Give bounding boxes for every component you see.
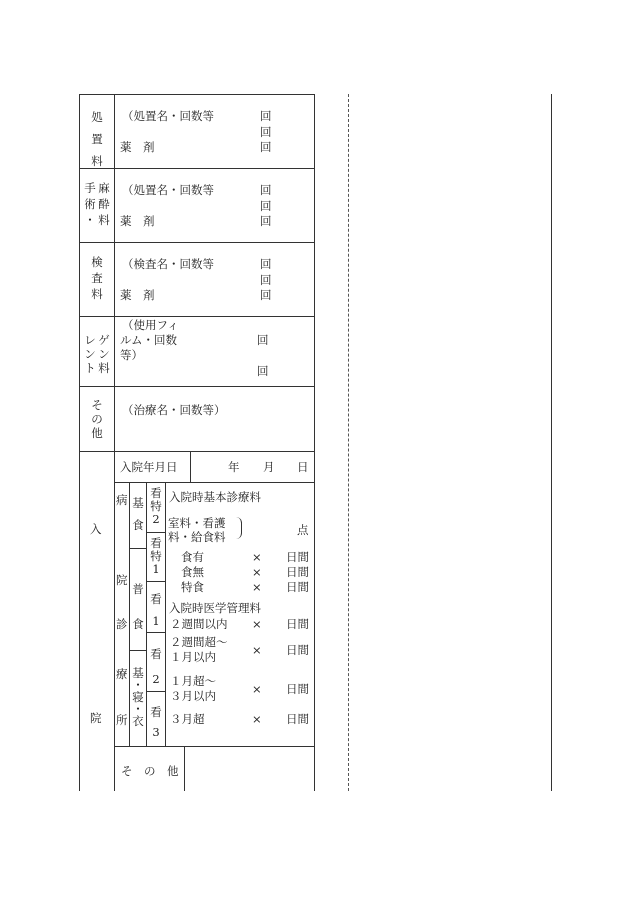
table-right-border [314,94,315,791]
meal-line-1 [129,548,146,549]
meal-row-3-x: × [252,580,262,594]
kensa-kai-1: 回 [260,257,272,271]
xray-line-1: （使用フィ [122,318,179,332]
nyuin-label-top: 入 [90,522,102,536]
meal-row-2-label: 食無 [181,565,204,579]
xray-label-col2: ゲ ン 料 [98,333,110,375]
ward-label-in: 院 [116,573,128,587]
sonota-label: そ の 他 [91,398,103,440]
nurse-kan1: 看 1 [150,592,162,628]
xray-line-2: ルム・回数 [120,333,178,347]
admit-day: 日 [297,460,309,474]
basic-fee-title: 入院時基本診療料 [169,490,261,504]
meal-col-divider [146,482,147,746]
nurse-line-1 [146,532,165,533]
meal-row-1-x: × [252,550,262,564]
meal-kihon: 基 食 [132,496,144,532]
mgmt-row-3-unit: 日間 [286,682,309,696]
meal-row-1-unit: 日間 [286,550,309,564]
admit-date-divider [190,451,191,482]
meal-row-1-label: 食有 [181,550,204,564]
shochi-drug: 薬 剤 [120,140,155,154]
room-line-1: 室料・看護 [168,516,226,530]
admit-year: 年 [228,460,240,474]
mgmt-row-1-x: × [252,617,262,631]
mgmt-row-4-x: × [252,712,262,726]
shujutsu-kai-1: 回 [260,183,272,197]
right-page-border [551,94,552,791]
row-line-4 [79,386,314,387]
ward-label-sho: 所 [116,713,128,727]
shujutsu-name-line: （処置名・回数等 [122,183,214,197]
shochi-name-line: （処置名・回数等 [122,109,214,123]
shujutsu-drug: 薬 剤 [120,214,155,228]
row-line-3 [79,316,314,317]
mgmt-row-3-label: １月超～ [170,674,216,688]
nyuin-other-label: そ の 他 [121,764,179,778]
admit-date-bottom-line [114,482,314,483]
room-line-2: 料・給食料 [168,530,226,544]
room-brace [236,517,242,539]
mgmt-row-2-unit: 日間 [286,643,309,657]
table-left-border [79,94,80,791]
ward-label-shin: 診 [116,617,128,631]
xray-line-3: 等） [120,348,143,362]
shochi-label: 処 置 料 [91,110,103,168]
nurse-col-divider [165,482,166,746]
mgmt-fee-title: 入院時医学管理料 [169,601,261,615]
meal-row-2-x: × [252,565,262,579]
mgmt-row-1-label: ２週間以内 [170,617,228,631]
dashed-separator [348,94,349,791]
kensa-kai-3: 回 [260,288,272,302]
ward-col-divider [129,482,130,746]
nurse-toku1: 看 特 1 [150,536,162,576]
sonota-name-line: （治療名・回数等） [122,403,226,417]
nurse-toku2: 看 特 2 [150,486,162,526]
xray-kai-1: 回 [257,333,269,347]
row-line-top [79,94,314,95]
mgmt-row-3-x: × [252,682,262,696]
mgmt-row-2-label: ２週間超～ [170,635,228,649]
xray-kai-2: 回 [257,364,269,378]
shochi-kai-2: 回 [260,125,272,139]
shujutsu-label-col2: 麻 酔 料 [98,181,110,227]
ward-label-byo: 病 [116,493,128,507]
nyuin-grid-bottom-line [114,746,314,747]
shujutsu-label-col1: 手 術 ・ [84,181,96,227]
mgmt-row-2-label2: １月以内 [170,650,216,664]
nurse-line-2 [146,581,165,582]
label-column-divider [114,94,115,791]
admit-date-label: 入院年月日 [120,460,178,474]
meal-futsu: 普 食 [132,582,144,631]
shochi-kai-1: 回 [260,109,272,123]
nurse-line-3 [146,632,165,633]
meal-row-3-unit: 日間 [286,580,309,594]
admit-month: 月 [263,460,275,474]
mgmt-row-2-x: × [252,643,262,657]
mgmt-row-3-label2: ３月以内 [170,689,216,703]
mgmt-row-1-unit: 日間 [286,617,309,631]
mgmt-row-4-unit: 日間 [286,712,309,726]
meal-kishin: 基 ・ 寝 ・ 衣 [132,666,144,728]
kensa-label: 検 査 料 [91,255,103,301]
mgmt-row-4-label: ３月超 [170,712,205,726]
kensa-drug: 薬 剤 [120,288,155,302]
row-line-1 [79,168,314,169]
meal-row-3-label: 特食 [181,580,204,594]
shochi-kai-3: 回 [260,140,272,154]
kensa-kai-2: 回 [260,273,272,287]
row-line-5 [79,451,314,452]
nurse-kan2: 看 2 [150,647,162,686]
basic-fee-ten: 点 [297,523,309,537]
nyuin-other-divider [184,746,185,791]
nurse-kan3: 看 3 [150,705,162,739]
nyuin-label-bottom: 院 [90,711,102,725]
shujutsu-kai-2: 回 [260,199,272,213]
meal-line-2 [129,650,146,651]
shujutsu-kai-3: 回 [260,214,272,228]
kensa-name-line: （検査名・回数等 [122,257,214,271]
row-line-2 [79,242,314,243]
ward-label-ryo: 療 [116,667,128,681]
xray-label-col1: レ ン ト [84,333,96,375]
meal-row-2-unit: 日間 [286,565,309,579]
